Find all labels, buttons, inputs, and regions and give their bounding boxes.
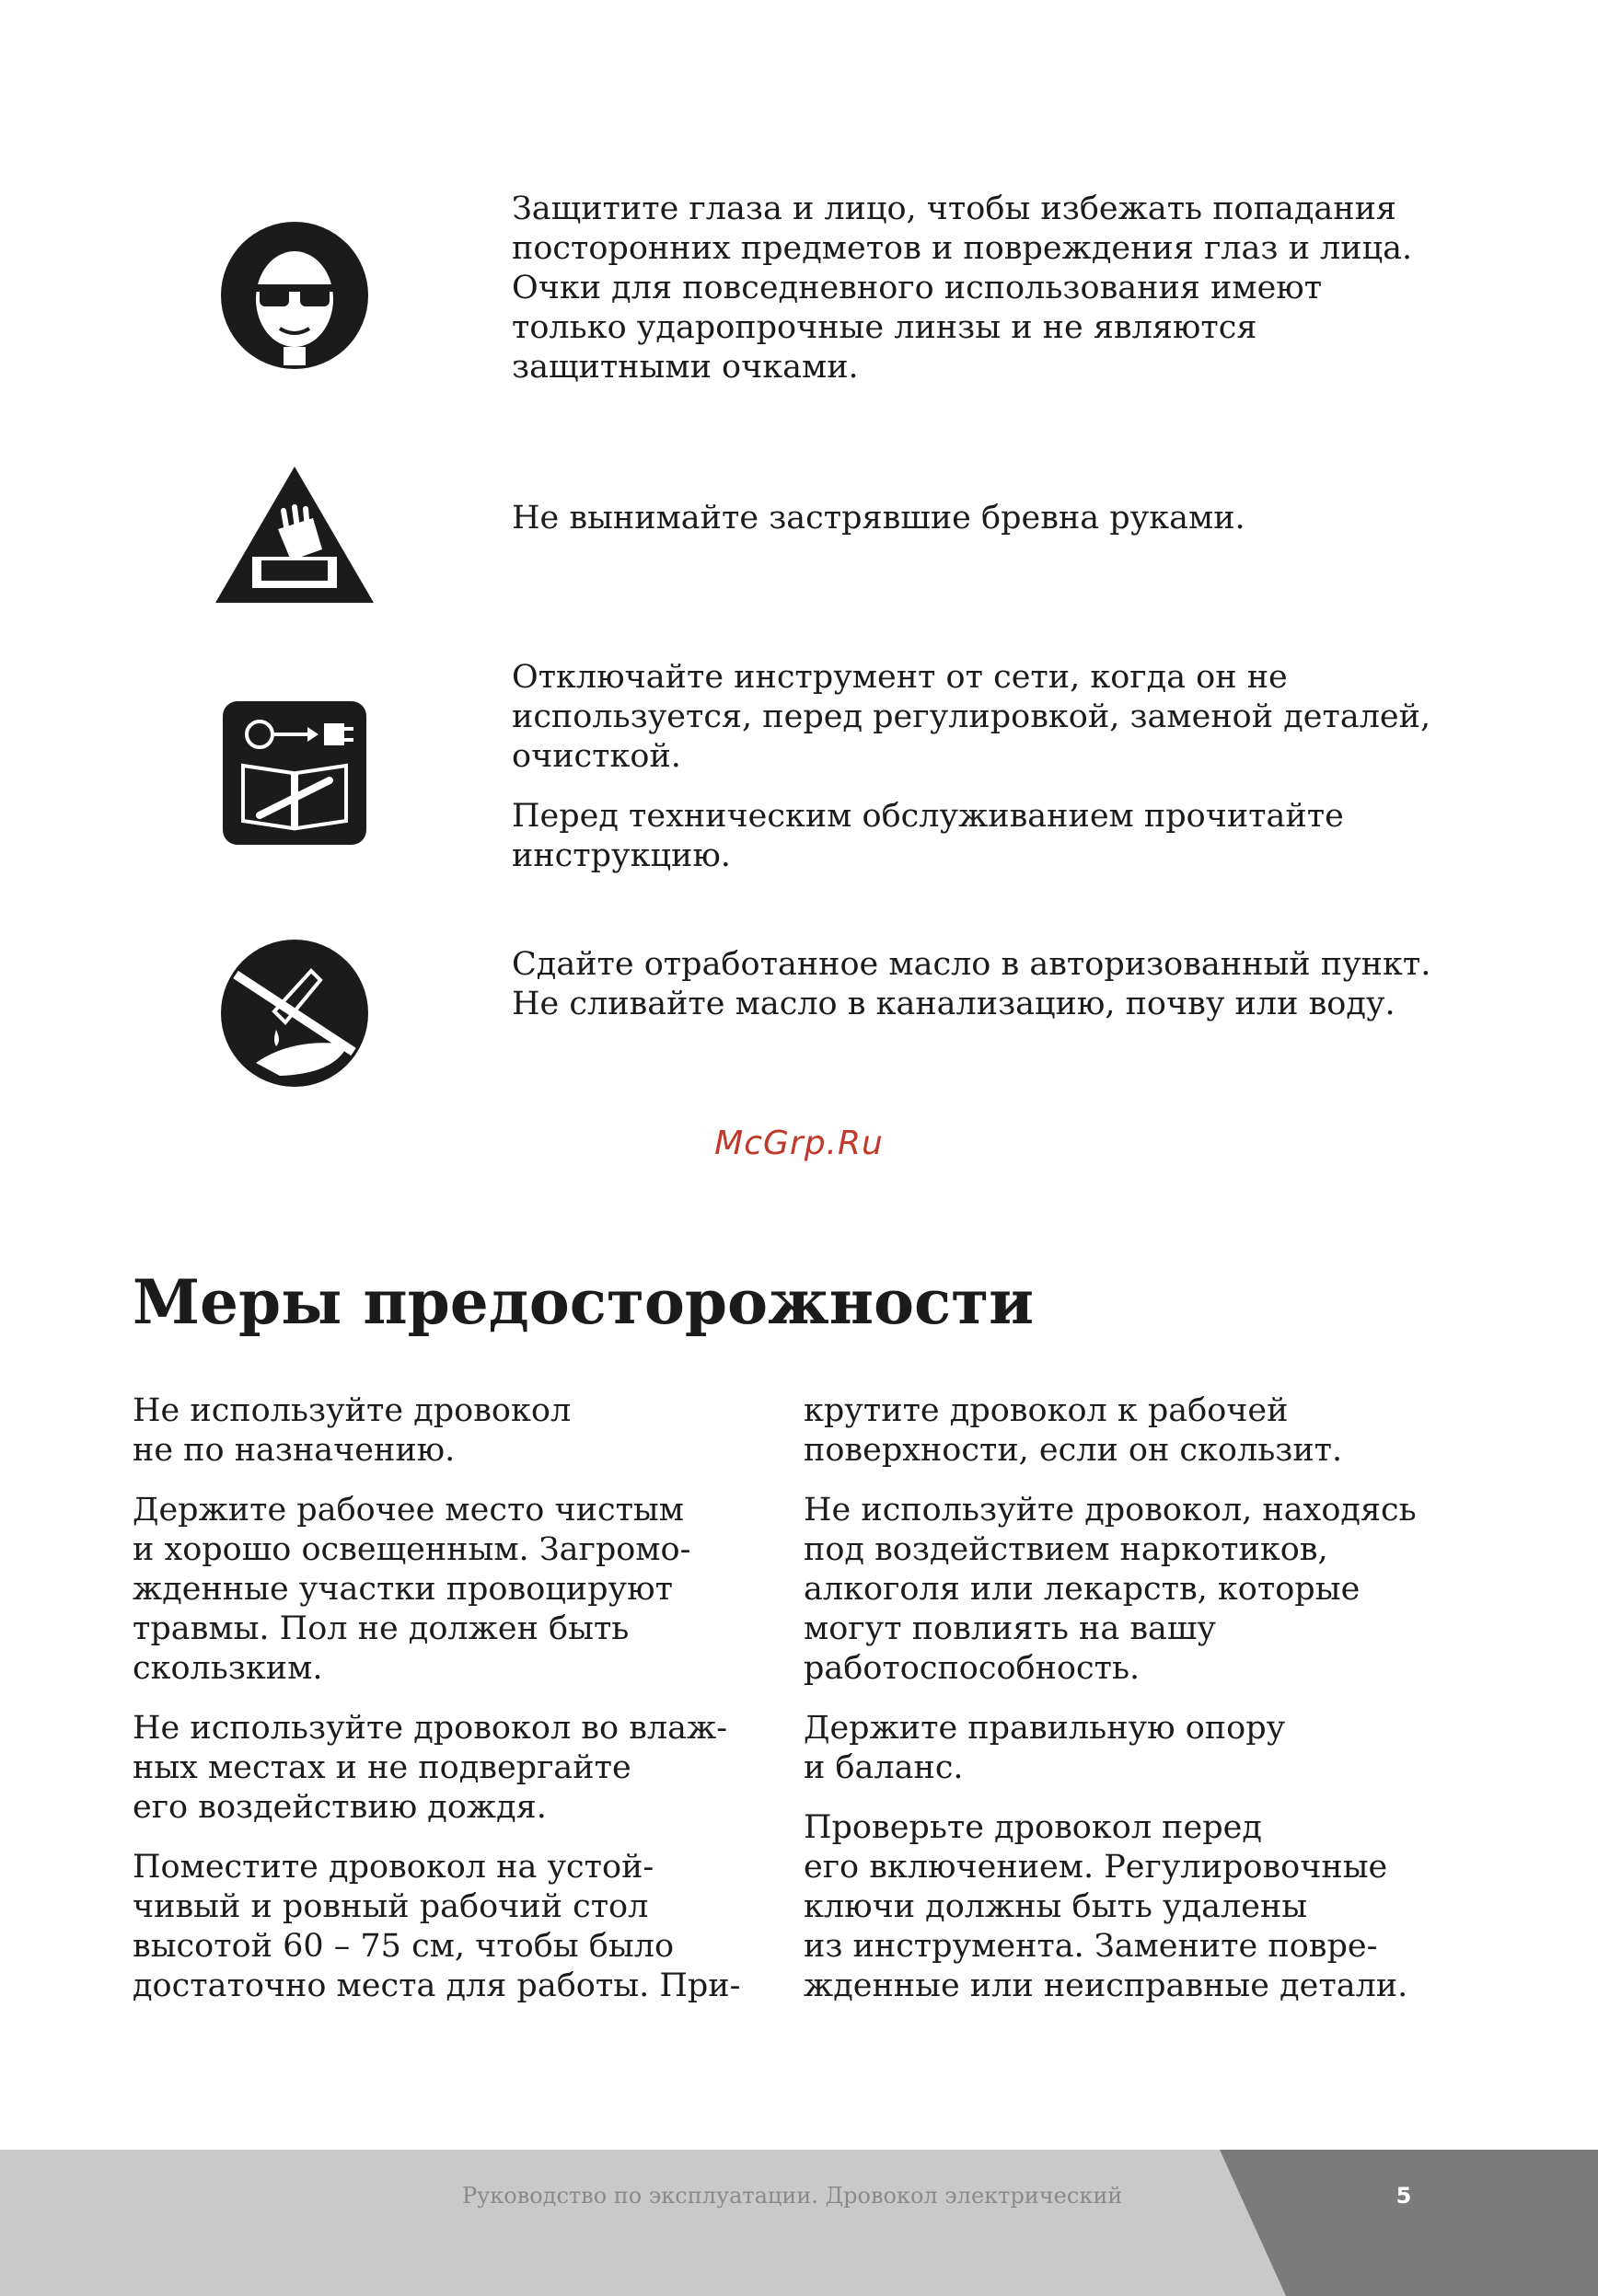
- warning-paragraph: Сдайте отработанное масло в авторизованный пункт. Не сливайте масло в канализацию, почву или воду.: [512, 946, 1431, 1022]
- footer-page-tab: [1220, 2150, 1598, 2296]
- warning-text: [512, 945, 1432, 1024]
- precaution-paragraph: крутите дровокол к рабочей поверхности, если он скользит.: [804, 1392, 1343, 1469]
- section-title: Меры предосторожности: [133, 1266, 1035, 1338]
- warning-paragraph: Защитите глаза и лицо, чтобы избежать попадания посторонних предметов и повреждения глаз и лица. Очки для повседневного использования имеют только ударопрочные линзы и не являются защитными очками.: [512, 190, 1413, 386]
- page-footer: [0, 2150, 1598, 2296]
- precaution-paragraph: Проверьте дровокол перед его включением. Регулировочные ключи должны быть удалены из инструмента. Замените повре- жденные или неисправные детали.: [804, 1809, 1408, 2004]
- warning-text: [512, 658, 1432, 876]
- warning-paragraph: Перед техническим обслуживанием прочитайте инструкцию.: [512, 798, 1344, 874]
- precaution-paragraph: Поместите дровокол на устой- чивый и ровный рабочий стол высотой 60 – 75 см, чтобы было достаточно места для работы. При-: [133, 1849, 741, 2004]
- warning-text: [512, 190, 1432, 387]
- warning-paragraph: Отключайте инструмент от сети, когда он не используется, перед регулировкой, заменой деталей, очисткой.: [512, 659, 1431, 775]
- precaution-paragraph: Не используйте дровокол, находясь под воздействием наркотиков, алкоголя или лекарств, которые могут повлиять на вашу работоспособность.: [804, 1492, 1417, 1687]
- precaution-paragraph: Держите рабочее место чистым и хорошо освещенным. Загромо- жденные участки провоцируют травмы. Пол не должен быть скользким.: [133, 1492, 691, 1687]
- precaution-paragraph: Держите правильную опору и баланс.: [804, 1710, 1286, 1786]
- warning-paragraph: Не вынимайте застрявшие бревна руками.: [512, 500, 1245, 537]
- footer-title-text: Руководство по эксплуатации. Дровокол электрический: [462, 2183, 1123, 2209]
- precaution-paragraph: Не используйте дровокол во влаж- ных местах и не подвергайте его воздействию дождя.: [133, 1710, 728, 1826]
- no-oil-dumping-icon: [212, 937, 377, 1089]
- left-column: [133, 1391, 758, 2026]
- watermark: McGrp.Ru: [714, 1125, 884, 1162]
- hand-log-warning-icon: [212, 465, 377, 605]
- right-column: [804, 1391, 1430, 2026]
- page-number: 5: [1395, 2183, 1412, 2209]
- eye-face-protection-icon: [212, 219, 377, 371]
- precaution-paragraph: Не используйте дровокол не по назначению.: [133, 1392, 572, 1469]
- unplug-read-manual-icon: [212, 701, 377, 844]
- warning-text: [512, 499, 1432, 538]
